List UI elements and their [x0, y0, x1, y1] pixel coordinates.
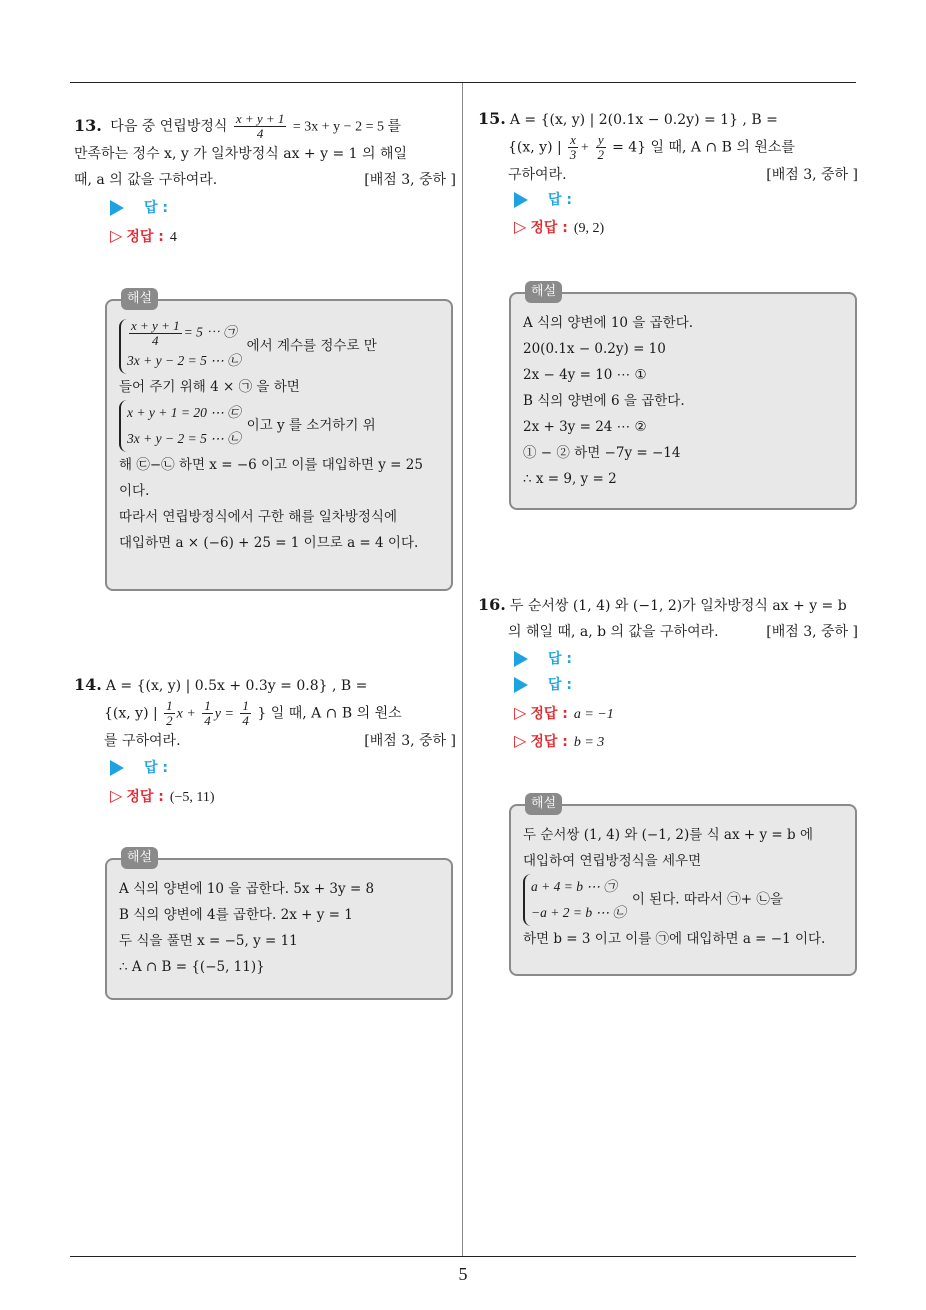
solution-system-1 [119, 319, 439, 374]
equation-row: a + 4 = b ⋯ ㉠ [531, 879, 617, 894]
solution-tag: 해설 [121, 847, 158, 869]
solution-text: B 식의 양변에 6 을 곱한다. [523, 393, 685, 409]
score-badge: [배점 3, 중하 ] [364, 733, 456, 749]
fraction-numerator: 1 [242, 698, 249, 713]
solution-box-15 [509, 284, 857, 510]
problem-15 [478, 106, 858, 188]
correct-answer-row [110, 226, 177, 248]
problem-13-line1 [74, 112, 456, 141]
fraction-numerator: y [597, 132, 604, 147]
correct-value: 4 [169, 230, 177, 245]
open-triangle-icon: ▷ [110, 786, 123, 805]
problem-16 [478, 592, 858, 645]
answer-input-row[interactable] [110, 198, 168, 218]
solution-text: 이다. [119, 483, 150, 499]
fraction-denominator: 4 [204, 713, 211, 728]
problem-14-line3 [104, 728, 456, 754]
correct-label: 정답 : [530, 706, 568, 722]
problem-text: {(x, y) | [508, 139, 562, 156]
footer-rule [70, 1256, 856, 1257]
equation-text: = 5 ⋯ ㉠ [183, 324, 237, 340]
fraction-numerator: x + y + 1 [131, 318, 180, 333]
problem-text: 의 해일 때, a, b 의 값을 구하여라. [508, 624, 719, 640]
answer-input-row[interactable] [110, 758, 168, 778]
solution-text: 따라서 연립방정식에서 구한 해를 일차방정식에 [119, 509, 397, 525]
solution-text: 대입하여 연립방정식을 세우면 [523, 853, 702, 869]
problem-text: 때, a 의 값을 구하여라. [74, 172, 218, 188]
problem-text: = 4} 일 때, A ∩ B 의 원소를 [612, 139, 795, 156]
problem-text: 만족하는 정수 x, y 가 일차방정식 ax + y = 1 의 해일 [74, 146, 408, 162]
solution-text: 들어 주기 위해 4 × ㉠ 을 하면 [119, 379, 300, 395]
fraction [568, 133, 578, 162]
problem-text: 두 순서쌍 (1, 4) 와 (−1, 2)가 일차방정식 ax + y = b [509, 598, 847, 614]
page-number: 5 [458, 1264, 468, 1284]
problem-text: 를 구하여라. [104, 733, 181, 749]
open-triangle-icon: ▷ [514, 217, 527, 236]
correct-answer-row [514, 217, 604, 239]
problem-text: {(x, y) | [104, 705, 158, 722]
play-triangle-icon [514, 192, 528, 208]
fraction [202, 699, 213, 728]
equation-row: x + y + 1 = 20 ⋯ ㉢ [127, 405, 241, 420]
correct-answer-row [514, 731, 604, 753]
equation-system [119, 319, 241, 374]
problem-15-line2 [508, 133, 858, 162]
solution-text: 두 순서쌍 (1, 4) 와 (−1, 2)를 식 ax + y = b 에 [523, 827, 813, 843]
open-triangle-icon: ▷ [514, 731, 527, 750]
equation-text: + [579, 140, 590, 156]
problem-15-line1 [478, 106, 858, 133]
answer-label: 답 : [144, 200, 168, 216]
solution-text: ∴ x = 9, y = 2 [523, 471, 617, 487]
fraction-numerator: x + y + 1 [235, 111, 285, 126]
equation-system [523, 874, 626, 926]
problem-14-line2 [104, 699, 456, 728]
play-triangle-icon [514, 677, 528, 693]
fraction-numerator: x [570, 132, 576, 147]
solution-text: 2x + 3y = 24 ⋯ ② [523, 419, 647, 435]
open-triangle-icon: ▷ [110, 226, 123, 245]
correct-answer-row [514, 703, 614, 725]
equation-row [127, 319, 241, 348]
solution-tag: 해설 [525, 793, 562, 815]
problem-text: } 일 때, A ∩ B 의 원소 [257, 705, 402, 722]
fraction [234, 112, 287, 141]
header-rule [70, 82, 856, 83]
solution-box-14 [105, 850, 453, 1000]
solution-text: B 식의 양변에 4를 곱한다. 2x + y = 1 [119, 907, 353, 923]
problem-16-line1 [478, 592, 858, 619]
correct-value: (−5, 11) [169, 790, 215, 805]
problem-text: A = {(x, y) | 2(0.1x − 0.2y) = 1} , B = [509, 112, 778, 128]
problem-14-line1 [74, 672, 456, 699]
correct-label: 정답 : [126, 229, 164, 245]
solution-text: 두 식을 풀면 x = −5, y = 11 [119, 933, 298, 949]
fraction [129, 319, 182, 348]
answer-input-row[interactable] [514, 649, 572, 669]
answer-label: 답 : [548, 651, 572, 667]
problem-number: 15. [478, 109, 506, 128]
solution-tag: 해설 [525, 281, 562, 303]
answer-label: 답 : [548, 192, 572, 208]
solution-text: 이고 y 를 소거하기 위 [246, 417, 376, 434]
fraction-numerator: 1 [166, 698, 173, 713]
problem-text: = 3x + y − 2 = 5 를 [292, 119, 401, 135]
fraction [164, 699, 175, 728]
score-badge: [배점 3, 중하 ] [766, 624, 858, 640]
solution-text: 에서 계수를 정수로 만 [246, 338, 377, 354]
problem-number: 16. [478, 595, 506, 614]
equation-system [119, 400, 241, 452]
fraction-denominator: 2 [166, 713, 173, 728]
problem-text: 구하여라. [508, 167, 567, 183]
solution-text: ∴ A ∩ B = {(−5, 11)} [119, 959, 265, 975]
equation-row: 3x + y − 2 = 5 ⋯ ㉡ [127, 353, 241, 368]
equation-row: 3x + y − 2 = 5 ⋯ ㉡ [127, 431, 241, 446]
equation-text: y = [214, 706, 234, 722]
column-divider [462, 83, 463, 1256]
score-badge: [배점 3, 중하 ] [364, 172, 456, 188]
problem-15-line3 [508, 162, 858, 188]
score-badge: [배점 3, 중하 ] [766, 167, 858, 183]
solution-text: 2x − 4y = 10 ⋯ ① [523, 367, 647, 383]
fraction-denominator: 4 [152, 333, 159, 348]
open-triangle-icon: ▷ [514, 703, 527, 722]
play-triangle-icon [110, 760, 124, 776]
play-triangle-icon [514, 651, 528, 667]
problem-number: 13. [74, 115, 102, 135]
solution-text: 대입하면 a × (−6) + 25 = 1 이므로 a = 4 이다. [119, 535, 419, 551]
fraction-denominator: 4 [256, 126, 264, 141]
solution-text: 이 된다. 따라서 ㉠+ ㉡을 [631, 891, 783, 908]
problem-13-line3 [74, 167, 456, 193]
equation-text: x + [176, 706, 196, 722]
play-triangle-icon [110, 200, 124, 216]
correct-value: (9, 2) [573, 221, 605, 236]
problem-16-line2 [508, 619, 858, 645]
solution-tag: 해설 [121, 288, 158, 310]
problem-text: 다음 중 연립방정식 [110, 118, 228, 135]
problem-14 [74, 672, 456, 754]
correct-label: 정답 : [126, 789, 164, 805]
solution-text: A 식의 양변에 10 을 곱한다. 5x + 3y = 8 [119, 881, 375, 897]
solution-box-13 [105, 291, 453, 591]
problem-13 [74, 112, 456, 193]
solution-text: 하면 b = 3 이고 이를 ㉠에 대입하면 a = −1 이다. [523, 931, 826, 947]
solution-text: ① − ② 하면 −7y = −14 [523, 445, 681, 461]
correct-label: 정답 : [530, 220, 568, 236]
correct-answer-row [110, 786, 215, 808]
problem-number: 14. [74, 675, 102, 694]
fraction [240, 699, 251, 728]
correct-label: 정답 : [530, 734, 568, 750]
solution-text: A 식의 양변에 10 을 곱한다. [523, 315, 694, 331]
solution-system [523, 874, 843, 926]
fraction-denominator: 2 [597, 147, 604, 162]
problem-text: A = {(x, y) | 0.5x + 0.3y = 0.8} , B = [105, 678, 368, 694]
correct-value: b = 3 [573, 735, 605, 750]
solution-system-2 [119, 400, 439, 452]
fraction-denominator: 4 [242, 713, 249, 728]
solution-box-16 [509, 796, 857, 976]
answer-label: 답 : [144, 760, 168, 776]
correct-value: a = −1 [573, 707, 614, 722]
answer-label: 답 : [548, 677, 572, 693]
solution-text: 20(0.1x − 0.2y) = 10 [523, 341, 666, 357]
answer-input-row[interactable] [514, 675, 572, 695]
fraction-denominator: 3 [569, 147, 577, 162]
answer-input-row[interactable] [514, 190, 572, 210]
equation-row: −a + 2 = b ⋯ ㉡ [531, 905, 626, 920]
fraction [596, 133, 606, 162]
fraction-numerator: 1 [204, 698, 211, 713]
solution-text: 해 ㉢−㉡ 하면 x = −6 이고 이를 대입하면 y = 25 [119, 457, 423, 473]
